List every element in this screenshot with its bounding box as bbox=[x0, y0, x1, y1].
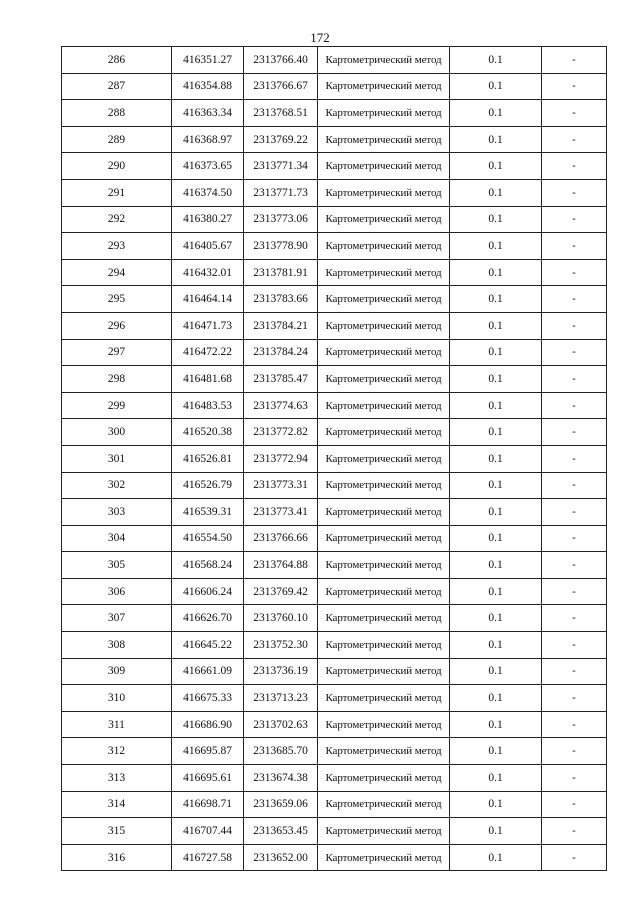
method-cell: Картометрический метод bbox=[318, 791, 450, 818]
point-number-cell: 294 bbox=[62, 259, 172, 286]
note-cell: - bbox=[542, 259, 607, 286]
x-coordinate-cell: 416354.88 bbox=[172, 73, 244, 100]
table-row bbox=[62, 392, 607, 419]
y-coordinate-cell: 2313784.24 bbox=[244, 339, 318, 366]
y-coordinate-cell: 2313783.66 bbox=[244, 286, 318, 313]
note-cell: - bbox=[542, 312, 607, 339]
accuracy-cell: 0.1 bbox=[450, 472, 542, 499]
point-number-cell: 315 bbox=[62, 818, 172, 845]
y-coordinate-cell: 2313652.00 bbox=[244, 844, 318, 871]
note-cell: - bbox=[542, 552, 607, 579]
method-cell: Картометрический метод bbox=[318, 47, 450, 74]
method-cell: Картометрический метод bbox=[318, 552, 450, 579]
y-coordinate-cell: 2313766.66 bbox=[244, 525, 318, 552]
y-coordinate-cell: 2313769.22 bbox=[244, 126, 318, 153]
table-row bbox=[62, 711, 607, 738]
point-number-cell: 298 bbox=[62, 366, 172, 393]
note-cell: - bbox=[542, 179, 607, 206]
point-number-cell: 290 bbox=[62, 153, 172, 180]
note-cell: - bbox=[542, 844, 607, 871]
y-coordinate-cell: 2313766.40 bbox=[244, 47, 318, 74]
y-coordinate-cell: 2313768.51 bbox=[244, 100, 318, 127]
x-coordinate-cell: 416686.90 bbox=[172, 711, 244, 738]
note-cell: - bbox=[542, 419, 607, 446]
note-cell: - bbox=[542, 366, 607, 393]
y-coordinate-cell: 2313713.23 bbox=[244, 685, 318, 712]
table-row bbox=[62, 525, 607, 552]
note-cell: - bbox=[542, 738, 607, 765]
table-row bbox=[62, 153, 607, 180]
x-coordinate-cell: 416727.58 bbox=[172, 844, 244, 871]
y-coordinate-cell: 2313760.10 bbox=[244, 605, 318, 632]
table-row bbox=[62, 233, 607, 260]
accuracy-cell: 0.1 bbox=[450, 259, 542, 286]
point-number-cell: 308 bbox=[62, 632, 172, 659]
accuracy-cell: 0.1 bbox=[450, 47, 542, 74]
coordinates-table bbox=[61, 46, 607, 871]
x-coordinate-cell: 416661.09 bbox=[172, 658, 244, 685]
accuracy-cell: 0.1 bbox=[450, 711, 542, 738]
method-cell: Картометрический метод bbox=[318, 366, 450, 393]
x-coordinate-cell: 416472.22 bbox=[172, 339, 244, 366]
table-row bbox=[62, 206, 607, 233]
point-number-cell: 305 bbox=[62, 552, 172, 579]
accuracy-cell: 0.1 bbox=[450, 206, 542, 233]
table-row bbox=[62, 685, 607, 712]
table-row bbox=[62, 844, 607, 871]
table-row bbox=[62, 312, 607, 339]
table-row bbox=[62, 605, 607, 632]
note-cell: - bbox=[542, 339, 607, 366]
method-cell: Картометрический метод bbox=[318, 339, 450, 366]
method-cell: Картометрический метод bbox=[318, 100, 450, 127]
method-cell: Картометрический метод bbox=[318, 499, 450, 526]
method-cell: Картометрический метод bbox=[318, 685, 450, 712]
y-coordinate-cell: 2313773.31 bbox=[244, 472, 318, 499]
accuracy-cell: 0.1 bbox=[450, 366, 542, 393]
accuracy-cell: 0.1 bbox=[450, 73, 542, 100]
y-coordinate-cell: 2313659.06 bbox=[244, 791, 318, 818]
x-coordinate-cell: 416707.44 bbox=[172, 818, 244, 845]
point-number-cell: 301 bbox=[62, 445, 172, 472]
note-cell: - bbox=[542, 791, 607, 818]
accuracy-cell: 0.1 bbox=[450, 312, 542, 339]
note-cell: - bbox=[542, 286, 607, 313]
note-cell: - bbox=[542, 472, 607, 499]
accuracy-cell: 0.1 bbox=[450, 632, 542, 659]
accuracy-cell: 0.1 bbox=[450, 339, 542, 366]
x-coordinate-cell: 416464.14 bbox=[172, 286, 244, 313]
point-number-cell: 287 bbox=[62, 73, 172, 100]
point-number-cell: 313 bbox=[62, 765, 172, 792]
accuracy-cell: 0.1 bbox=[450, 844, 542, 871]
point-number-cell: 288 bbox=[62, 100, 172, 127]
accuracy-cell: 0.1 bbox=[450, 552, 542, 579]
y-coordinate-cell: 2313774.63 bbox=[244, 392, 318, 419]
x-coordinate-cell: 416483.53 bbox=[172, 392, 244, 419]
table-row bbox=[62, 791, 607, 818]
table-row bbox=[62, 179, 607, 206]
x-coordinate-cell: 416695.61 bbox=[172, 765, 244, 792]
method-cell: Картометрический метод bbox=[318, 605, 450, 632]
accuracy-cell: 0.1 bbox=[450, 445, 542, 472]
table-row bbox=[62, 126, 607, 153]
y-coordinate-cell: 2313702.63 bbox=[244, 711, 318, 738]
accuracy-cell: 0.1 bbox=[450, 605, 542, 632]
accuracy-cell: 0.1 bbox=[450, 100, 542, 127]
y-coordinate-cell: 2313784.21 bbox=[244, 312, 318, 339]
point-number-cell: 312 bbox=[62, 738, 172, 765]
y-coordinate-cell: 2313653.45 bbox=[244, 818, 318, 845]
method-cell: Картометрический метод bbox=[318, 844, 450, 871]
method-cell: Картометрический метод bbox=[318, 818, 450, 845]
x-coordinate-cell: 416526.79 bbox=[172, 472, 244, 499]
note-cell: - bbox=[542, 153, 607, 180]
accuracy-cell: 0.1 bbox=[450, 392, 542, 419]
y-coordinate-cell: 2313771.34 bbox=[244, 153, 318, 180]
x-coordinate-cell: 416373.65 bbox=[172, 153, 244, 180]
method-cell: Картометрический метод bbox=[318, 126, 450, 153]
x-coordinate-cell: 416675.33 bbox=[172, 685, 244, 712]
note-cell: - bbox=[542, 605, 607, 632]
point-number-cell: 302 bbox=[62, 472, 172, 499]
method-cell: Картометрический метод bbox=[318, 286, 450, 313]
point-number-cell: 310 bbox=[62, 685, 172, 712]
point-number-cell: 292 bbox=[62, 206, 172, 233]
x-coordinate-cell: 416481.68 bbox=[172, 366, 244, 393]
point-number-cell: 307 bbox=[62, 605, 172, 632]
method-cell: Картометрический метод bbox=[318, 73, 450, 100]
note-cell: - bbox=[542, 73, 607, 100]
point-number-cell: 304 bbox=[62, 525, 172, 552]
point-number-cell: 286 bbox=[62, 47, 172, 74]
point-number-cell: 291 bbox=[62, 179, 172, 206]
note-cell: - bbox=[542, 658, 607, 685]
point-number-cell: 314 bbox=[62, 791, 172, 818]
method-cell: Картометрический метод bbox=[318, 259, 450, 286]
accuracy-cell: 0.1 bbox=[450, 658, 542, 685]
table-row bbox=[62, 445, 607, 472]
x-coordinate-cell: 416698.71 bbox=[172, 791, 244, 818]
x-coordinate-cell: 416568.24 bbox=[172, 552, 244, 579]
point-number-cell: 293 bbox=[62, 233, 172, 260]
y-coordinate-cell: 2313685.70 bbox=[244, 738, 318, 765]
point-number-cell: 299 bbox=[62, 392, 172, 419]
note-cell: - bbox=[542, 100, 607, 127]
x-coordinate-cell: 416368.97 bbox=[172, 126, 244, 153]
table-row bbox=[62, 552, 607, 579]
y-coordinate-cell: 2313778.90 bbox=[244, 233, 318, 260]
accuracy-cell: 0.1 bbox=[450, 499, 542, 526]
table-row bbox=[62, 632, 607, 659]
accuracy-cell: 0.1 bbox=[450, 286, 542, 313]
y-coordinate-cell: 2313772.94 bbox=[244, 445, 318, 472]
x-coordinate-cell: 416432.01 bbox=[172, 259, 244, 286]
y-coordinate-cell: 2313781.91 bbox=[244, 259, 318, 286]
table-row bbox=[62, 499, 607, 526]
note-cell: - bbox=[542, 47, 607, 74]
table-row bbox=[62, 658, 607, 685]
y-coordinate-cell: 2313773.06 bbox=[244, 206, 318, 233]
method-cell: Картометрический метод bbox=[318, 153, 450, 180]
point-number-cell: 306 bbox=[62, 578, 172, 605]
table-row bbox=[62, 100, 607, 127]
accuracy-cell: 0.1 bbox=[450, 153, 542, 180]
page-number: 172 bbox=[310, 30, 330, 45]
method-cell: Картометрический метод bbox=[318, 738, 450, 765]
method-cell: Картометрический метод bbox=[318, 632, 450, 659]
accuracy-cell: 0.1 bbox=[450, 126, 542, 153]
x-coordinate-cell: 416520.38 bbox=[172, 419, 244, 446]
method-cell: Картометрический метод bbox=[318, 658, 450, 685]
accuracy-cell: 0.1 bbox=[450, 419, 542, 446]
coordinates-table-body bbox=[62, 47, 607, 871]
method-cell: Картометрический метод bbox=[318, 233, 450, 260]
point-number-cell: 303 bbox=[62, 499, 172, 526]
x-coordinate-cell: 416471.73 bbox=[172, 312, 244, 339]
x-coordinate-cell: 416695.87 bbox=[172, 738, 244, 765]
y-coordinate-cell: 2313773.41 bbox=[244, 499, 318, 526]
y-coordinate-cell: 2313785.47 bbox=[244, 366, 318, 393]
method-cell: Картометрический метод bbox=[318, 419, 450, 446]
note-cell: - bbox=[542, 765, 607, 792]
y-coordinate-cell: 2313772.82 bbox=[244, 419, 318, 446]
method-cell: Картометрический метод bbox=[318, 445, 450, 472]
table-row bbox=[62, 765, 607, 792]
method-cell: Картометрический метод bbox=[318, 578, 450, 605]
method-cell: Картометрический метод bbox=[318, 525, 450, 552]
note-cell: - bbox=[542, 126, 607, 153]
note-cell: - bbox=[542, 711, 607, 738]
accuracy-cell: 0.1 bbox=[450, 765, 542, 792]
note-cell: - bbox=[542, 233, 607, 260]
accuracy-cell: 0.1 bbox=[450, 738, 542, 765]
accuracy-cell: 0.1 bbox=[450, 179, 542, 206]
x-coordinate-cell: 416539.31 bbox=[172, 499, 244, 526]
x-coordinate-cell: 416606.24 bbox=[172, 578, 244, 605]
note-cell: - bbox=[542, 578, 607, 605]
point-number-cell: 289 bbox=[62, 126, 172, 153]
accuracy-cell: 0.1 bbox=[450, 818, 542, 845]
table-row bbox=[62, 339, 607, 366]
y-coordinate-cell: 2313771.73 bbox=[244, 179, 318, 206]
x-coordinate-cell: 416526.81 bbox=[172, 445, 244, 472]
note-cell: - bbox=[542, 525, 607, 552]
point-number-cell: 295 bbox=[62, 286, 172, 313]
method-cell: Картометрический метод bbox=[318, 765, 450, 792]
accuracy-cell: 0.1 bbox=[450, 791, 542, 818]
x-coordinate-cell: 416374.50 bbox=[172, 179, 244, 206]
note-cell: - bbox=[542, 685, 607, 712]
point-number-cell: 300 bbox=[62, 419, 172, 446]
table-row bbox=[62, 818, 607, 845]
accuracy-cell: 0.1 bbox=[450, 525, 542, 552]
point-number-cell: 297 bbox=[62, 339, 172, 366]
note-cell: - bbox=[542, 206, 607, 233]
method-cell: Картометрический метод bbox=[318, 179, 450, 206]
x-coordinate-cell: 416380.27 bbox=[172, 206, 244, 233]
y-coordinate-cell: 2313766.67 bbox=[244, 73, 318, 100]
note-cell: - bbox=[542, 632, 607, 659]
accuracy-cell: 0.1 bbox=[450, 685, 542, 712]
x-coordinate-cell: 416554.50 bbox=[172, 525, 244, 552]
note-cell: - bbox=[542, 445, 607, 472]
table-row bbox=[62, 47, 607, 74]
method-cell: Картометрический метод bbox=[318, 472, 450, 499]
method-cell: Картометрический метод bbox=[318, 312, 450, 339]
y-coordinate-cell: 2313674.38 bbox=[244, 765, 318, 792]
y-coordinate-cell: 2313736.19 bbox=[244, 658, 318, 685]
point-number-cell: 309 bbox=[62, 658, 172, 685]
x-coordinate-cell: 416363.34 bbox=[172, 100, 244, 127]
table-row bbox=[62, 286, 607, 313]
x-coordinate-cell: 416405.67 bbox=[172, 233, 244, 260]
table-row bbox=[62, 419, 607, 446]
table-row bbox=[62, 738, 607, 765]
accuracy-cell: 0.1 bbox=[450, 233, 542, 260]
point-number-cell: 311 bbox=[62, 711, 172, 738]
y-coordinate-cell: 2313764.88 bbox=[244, 552, 318, 579]
table-row bbox=[62, 366, 607, 393]
method-cell: Картометрический метод bbox=[318, 392, 450, 419]
y-coordinate-cell: 2313752.30 bbox=[244, 632, 318, 659]
accuracy-cell: 0.1 bbox=[450, 578, 542, 605]
table-row bbox=[62, 259, 607, 286]
method-cell: Картометрический метод bbox=[318, 206, 450, 233]
point-number-cell: 296 bbox=[62, 312, 172, 339]
table-row bbox=[62, 73, 607, 100]
note-cell: - bbox=[542, 499, 607, 526]
note-cell: - bbox=[542, 392, 607, 419]
x-coordinate-cell: 416626.70 bbox=[172, 605, 244, 632]
method-cell: Картометрический метод bbox=[318, 711, 450, 738]
table-row bbox=[62, 472, 607, 499]
table-row bbox=[62, 578, 607, 605]
y-coordinate-cell: 2313769.42 bbox=[244, 578, 318, 605]
point-number-cell: 316 bbox=[62, 844, 172, 871]
x-coordinate-cell: 416645.22 bbox=[172, 632, 244, 659]
note-cell: - bbox=[542, 818, 607, 845]
x-coordinate-cell: 416351.27 bbox=[172, 47, 244, 74]
